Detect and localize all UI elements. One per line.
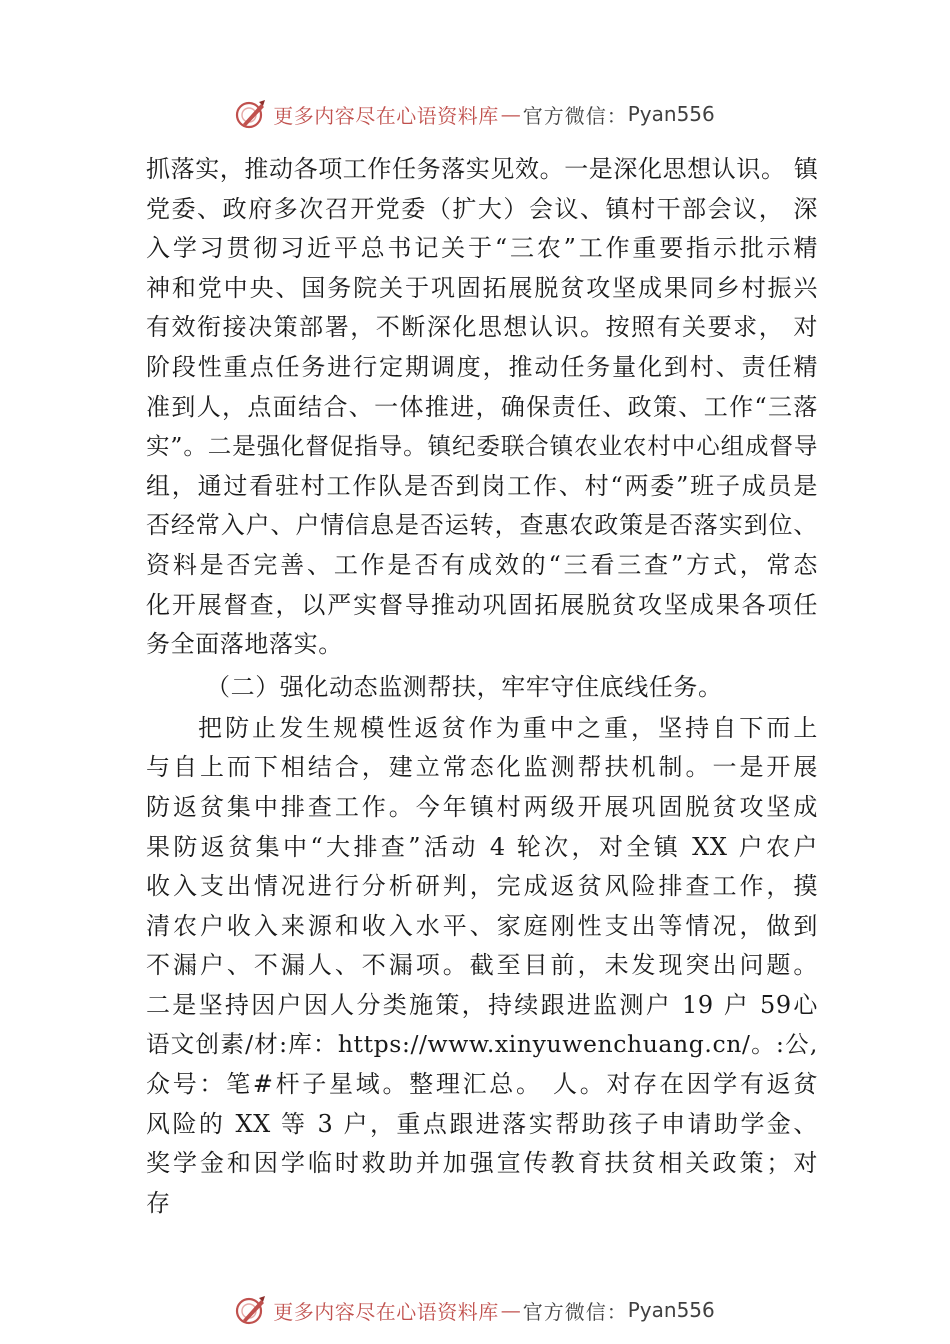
banner-separator: —	[500, 102, 521, 126]
top-banner	[0, 94, 950, 134]
banner-wechat-label: 官方微信：	[522, 103, 628, 128]
banner-wechat-id: Pyan556	[627, 102, 715, 126]
text-line: 把防止发生规模性返贫作为重中之重，坚持自下而上	[198, 713, 818, 742]
text-line: 与自上而下相结合，建立常态化监测帮扶机制。一是开展	[146, 753, 818, 782]
text-line: 奖学金和因学临时救助并加强宣传教育扶贫相关政策；对	[146, 1149, 818, 1178]
banner-wechat-id: Pyan556	[627, 1298, 715, 1322]
banner-separator: —	[500, 1298, 521, 1322]
banner-site-name: 更多内容尽在心语资料库	[273, 1299, 499, 1324]
logo-icon	[235, 1294, 267, 1326]
banner-site-name: 更多内容尽在心语资料库	[273, 103, 499, 128]
document-body	[146, 150, 818, 1223]
text-line: 否经常入户、户情信息是否运转，查惠农政策是否落实到位、	[146, 511, 818, 540]
text-line: 抓落实，推动各项工作任务落实见效。一是深化思想认识。 镇	[146, 155, 819, 183]
text-line: 阶段性重点任务进行定期调度，推动任务量化到村、责任精	[146, 352, 818, 381]
text-line: 众号：笔#杆子星域。整理汇总。 人。对存在因学有返贫	[146, 1070, 818, 1099]
bottom-banner	[0, 1290, 950, 1330]
text-line: 组，通过看驻村工作队是否到岗工作、村“两委”班子成员是	[146, 471, 818, 500]
text-line: 入学习贯彻习近平总书记关于“三农”工作重要指示批示精	[146, 234, 818, 263]
text-line: 清农户收入来源和收入水平、家庭刚性支出等情况，做到	[146, 911, 818, 940]
text-line: 二是坚持因户因人分类施策，持续跟进监测户 19 户 59心	[146, 990, 818, 1019]
text-line: 有效衔接决策部署，不断深化思想认识。按照有关要求， 对	[146, 313, 818, 342]
text-line: 防返贫集中排查工作。今年镇村两级开展巩固脱贫攻坚成	[146, 792, 818, 821]
text-line: 不漏户、不漏人、不漏项。截至目前，未发现突出问题。	[146, 951, 818, 980]
text-line: 神和党中央、国务院关于巩固拓展脱贫攻坚成果同乡村振兴	[146, 273, 818, 302]
text-line: 准到人，点面结合、一体推进，确保责任、政策、工作“三落	[146, 392, 818, 421]
text-line: 务全面落地落实。	[146, 630, 343, 659]
text-line: 存	[146, 1188, 171, 1217]
text-line: 风险的 XX 等 3 户，重点跟进落实帮助孩子申请助学金、	[146, 1109, 818, 1138]
text-line: 语文创素/材:库：https://www.xinyuwenchuang.cn/。:公,	[146, 1030, 818, 1059]
text-line: 果防返贫集中“大排查”活动 4 轮次，对全镇 XX 户农户	[146, 832, 818, 861]
paragraph-2	[146, 709, 818, 1224]
banner-wechat-label: 官方微信：	[522, 1299, 628, 1324]
text-line: 党委、政府多次召开党委（扩大）会议、镇村干部会议， 深	[146, 194, 818, 223]
section-heading: （二）强化动态监测帮扶，牢牢守住底线任务。	[206, 672, 723, 701]
logo-icon	[235, 98, 267, 130]
paragraph-1	[146, 150, 818, 665]
text-line: 资料是否完善、工作是否有成效的“三看三查”方式，常态	[146, 550, 818, 579]
text-line: 收入支出情况进行分析研判，完成返贫风险排查工作，摸	[146, 872, 818, 901]
text-line: 实”。二是强化督促指导。镇纪委联合镇农业农村中心组成督导	[146, 432, 818, 461]
text-line: 化开展督查，以严实督导推动巩固拓展脱贫攻坚成果各项任	[146, 590, 818, 619]
